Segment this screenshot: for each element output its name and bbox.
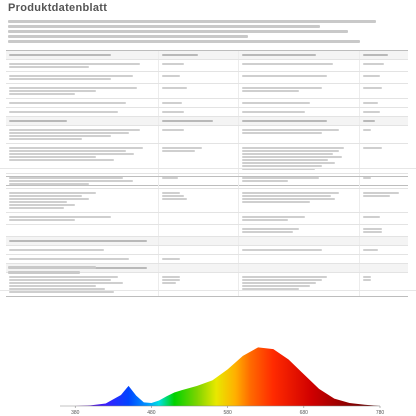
spectral-distribution-chart [50,338,390,416]
text-line [8,25,320,28]
product-table-2 [6,176,408,297]
x-tick-label: 680 [299,410,308,416]
table-row [6,126,408,144]
table-row [6,246,408,255]
table-row [6,255,408,264]
table-row [6,273,408,296]
table-row [6,51,408,60]
page-separator [0,290,416,291]
table-row [6,144,408,174]
text-line [8,271,80,274]
table-row [6,84,408,99]
table-row [6,189,408,213]
page-separator [0,168,416,169]
plot-area [60,347,384,416]
table-row [6,213,408,225]
footnotes [8,264,408,276]
table-row [6,72,408,84]
text-line [8,30,348,33]
text-line [8,40,360,43]
spectrum-area [60,347,380,406]
table-row [6,225,408,237]
intro-text [8,18,408,45]
product-table-1 [6,50,408,186]
page-title: Produktdatenblatt [8,2,108,14]
table-row [6,177,408,189]
table-row [6,99,408,108]
x-tick-label: 580 [223,410,232,416]
table-row [6,237,408,246]
table-row [6,117,408,126]
x-tick-label: 480 [147,410,156,416]
text-line [8,35,248,38]
table-row [6,60,408,72]
x-tick-label: 780 [375,410,385,416]
table-row [6,108,408,117]
text-line [8,20,376,23]
x-tick-label: 380 [71,410,80,416]
text-line [8,266,96,269]
